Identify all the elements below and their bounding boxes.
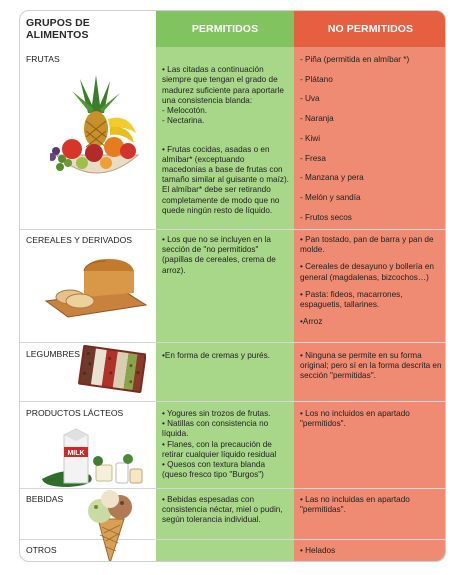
cereales-allowed	[162, 235, 290, 284]
cheese-icon	[130, 469, 142, 483]
lacteos-allowed	[162, 409, 290, 480]
list-item: - Uva	[300, 94, 320, 104]
list-item: - Frutos secos	[300, 212, 352, 222]
bread-illustration	[44, 257, 148, 319]
list-item: - Piña (permitida en almíbar *)	[300, 55, 410, 64]
fruit-bowl-illustration	[50, 73, 145, 191]
list-item: - Naranja	[300, 114, 334, 124]
list-item: • Helados	[300, 546, 336, 555]
frutas-allowed	[162, 55, 290, 234]
list-item: • Cereales de desayuno y bollería en general (magdalenas, bizcochos…)	[300, 262, 434, 282]
header-groups: GRUPOS DE ALIMENTOS	[26, 17, 90, 41]
list-item: • Frutas cocidas, asadas o en almíbar* (exceptuando macedonias a base de frutas con tamaño similar al guisante o maíz). El almíbar* debe ser retirando completamente de modo que no quede ningún resto de líquido.	[162, 144, 289, 215]
list-item: • Natillas con consistencia no líquida.	[162, 419, 269, 439]
yogurt-icon	[96, 465, 112, 481]
list-item: - Melón y sandía	[300, 192, 361, 202]
header-allowed: PERMITIDOS	[156, 11, 294, 47]
list-item: • Las citadas a continuación siempre que tengan el grado de madurez suficiente para aportarle una consistencia blanda: - Melocotón. - Nectarina.	[162, 65, 284, 126]
frutas-not-allowed	[300, 55, 442, 232]
cone-icon	[98, 519, 124, 562]
list-item: - Plátano	[300, 74, 333, 84]
list-item: • Pan tostado, pan de barra y pan de molde.	[300, 235, 434, 255]
otros-not-allowed	[300, 546, 442, 562]
category-lacteos: PRODUCTOS LÁCTEOS	[26, 408, 124, 418]
list-item: •En forma de cremas y purés.	[162, 351, 270, 360]
apple-icon	[62, 139, 82, 159]
bebidas-not-allowed	[300, 495, 442, 525]
list-item: •Arroz	[300, 317, 323, 327]
list-item: • Los no incluidos en apartado "permitidos".	[300, 409, 410, 429]
category-otros: OTROS	[26, 545, 57, 555]
list-item: • Flanes, con la precaución de retirar cualquier líquido residual	[162, 439, 277, 459]
category-cereales: CEREALES Y DERIVADOS	[26, 235, 133, 245]
cereales-not-allowed	[300, 235, 442, 337]
legumbres-not-allowed	[300, 351, 442, 391]
pineapple-leaves-icon	[72, 75, 120, 113]
list-item: • Las no incluidas en apartado "permitidas".	[300, 495, 410, 515]
dairy-illustration	[28, 425, 148, 489]
list-item: • Quesos con textura blanda (queso fresco tipo "Burgos")	[162, 460, 265, 480]
legumes-illustration	[78, 343, 146, 399]
list-item: - Fresa	[300, 153, 326, 163]
list-item: • Pasta: fideos, macarrones, espaguetis, tallarines.	[300, 289, 403, 310]
list-item: • Los que no se incluyen en la sección de "no permitidos" (papillas de cereales, crema de arroz).	[162, 235, 276, 275]
legumbres-allowed	[162, 351, 290, 369]
category-bebidas: BEBIDAS	[26, 494, 64, 504]
ice-cream-illustration	[76, 489, 148, 562]
milk-label: MILK	[67, 450, 85, 457]
row-divider	[20, 401, 446, 402]
list-item: - Kiwi	[300, 133, 321, 143]
list-item: • Ninguna se permite en su forma original; pero sí en la forma descrita en sección "permitidas".	[300, 351, 442, 381]
bebidas-allowed	[162, 495, 290, 534]
category-legumbres: LEGUMBRES	[26, 349, 80, 359]
lacteos-not-allowed	[300, 409, 442, 439]
list-item: • Bebidas espesadas con consistencia néctar, miel o pudin, según tolerancia individual.	[162, 495, 283, 525]
food-table	[19, 10, 446, 562]
category-frutas: FRUTAS	[26, 54, 60, 64]
header-not-allowed: NO PERMITIDOS	[294, 11, 446, 47]
list-item: - Manzana y pera	[300, 173, 364, 183]
list-item: • Yogures sin trozos de frutas.	[162, 409, 271, 418]
